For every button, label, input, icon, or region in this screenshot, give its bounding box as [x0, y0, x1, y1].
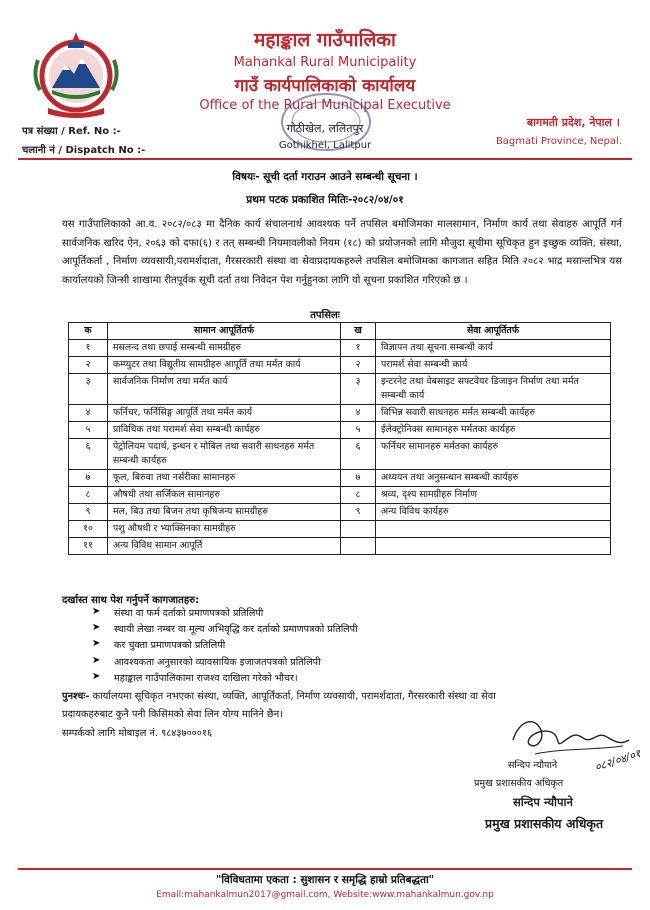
table-row	[69, 340, 611, 357]
document-item-text: संस्था वा फर्म दर्ताको प्रमाणपत्रको प्रतिलिपी	[114, 608, 264, 619]
category-table	[68, 322, 611, 555]
signature-date: ०८२/०४/०१	[593, 746, 643, 775]
table-row	[69, 405, 611, 422]
footer-divider	[18, 868, 632, 870]
header-divider	[18, 158, 632, 160]
header-services: सेवा आपूर्तितर्फ	[376, 323, 611, 340]
municipality-name-np: महाङ्काल गाउँपालिका	[254, 29, 396, 51]
documents-list	[92, 606, 358, 687]
arrow-bullet-icon: ➤	[92, 622, 101, 634]
table-row	[69, 374, 611, 405]
table-row	[69, 521, 611, 538]
stamp-name: सन्दिप न्यौपाने	[513, 795, 573, 809]
footer-contact: Email:mahankalmun2017@gmail.com, Website:www.mahankalmun.gov.np	[156, 890, 494, 900]
table-caption: तपसिलः	[310, 310, 340, 321]
row-service: इन्टरनेट तथा वेबसाइट सफ्टवेयर डिजाइन निर्माण तथा मर्मत सम्बन्धी कार्य	[376, 374, 611, 405]
document-item	[92, 638, 358, 654]
province-np: बागमती प्रदेश, नेपाल ।	[526, 116, 620, 129]
postscript-note	[62, 688, 542, 724]
row-number-b: ३	[341, 374, 376, 405]
signatory-name: सन्दिप न्यौपाने	[508, 760, 558, 771]
row-number-a: ४	[69, 405, 108, 422]
row-goods: फर्निचर, फर्निसिङ्ग आपूर्ति तथा मर्मत कार्य	[108, 405, 341, 422]
row-number-a: १०	[69, 521, 108, 538]
dispatch-number: चलानी नं / Dispatch No :-	[22, 145, 146, 156]
row-service	[376, 538, 611, 555]
row-number-a: ८	[69, 487, 108, 504]
postscript-label: पुनश्चः-	[62, 691, 90, 702]
row-number-b: ५	[341, 422, 376, 439]
row-number-b	[341, 538, 376, 555]
row-goods: मल, बिउ तथा बिजन तथा कृषिजन्य सामग्रीहरु	[108, 504, 341, 521]
arrow-bullet-icon: ➤	[92, 670, 101, 682]
office-name-np: गाउँ कार्यपालिकाको कार्यालय	[234, 76, 416, 96]
documents-heading: दर्खास्त साथ पेश गर्नुपर्ने कागजातहरु:	[62, 595, 200, 606]
row-goods: सार्वजनिक निर्माण तथा मर्मत कार्य	[108, 374, 341, 405]
row-number-a: ९	[69, 504, 108, 521]
row-number-a: २	[69, 357, 108, 374]
row-goods: मसलन्द तथा छपाई सम्बन्धी सामग्रीहरु	[108, 340, 341, 357]
office-seal-icon	[256, 88, 396, 154]
row-service: विभिन्न सवारी साधनहरु मर्मत सम्बन्धी कार्यहरु	[376, 405, 611, 422]
row-number-b: ७	[341, 470, 376, 487]
document-item	[92, 671, 358, 687]
row-number-a: ३	[69, 374, 108, 405]
notice-paragraph: यस गाउँपालिकाको आ.व. २०८२/०८३ मा दैनिक कार्य संचालनार्थ आवश्यक पर्ने तपसिल बमोजिमका मालसामान, निर्माण कार्य तथा सेवाहरु आपूर्ति गर्न सार्वजनिक खरिद ऐन, २०६३ को दफा(६) र तत् सम्बन्धी नियमावलीको नियम (१८) को प्रयोजनको लागि मौजुदा सूचीमा सूचिकृत हुन इच्छुक व्यक्ति, संस्था, आपूर्तिकर्ता , निर्माण व्यवसायी,परामर्शदाता, गैरसरकारी संस्था वा सेवाप्रदायकहरुले तपसिल बमोजिमका कागजात सहित मिति २०८२ भाद्र मसान्तभित्र यस कार्यालयको जिन्सी शाखामा रीतपूर्वक सूची दर्ता तथा निवेदन पेश गर्नुहुनका लागि यो सूचना प्रकाशित गरिएको छ ।	[62, 219, 622, 286]
province-en: Bagmati Province, Nepal.	[495, 136, 622, 147]
document-item-text: महाङ्काल गाउँपालिकामा राजश्व दाखिला गरेको भौचर।	[114, 672, 298, 684]
stamp-title: प्रमुख प्रशासकीय अधिकृत	[485, 816, 604, 831]
row-service: श्रव्य, दृश्य सामग्रीहरु निर्माण	[376, 487, 611, 504]
row-number-b: २	[341, 357, 376, 374]
document-item-text: स्थायी लेखा नम्बर वा मूल्य अभिवृद्धि कर दर्ताको प्रमाणपत्रको प्रतिलिपी	[114, 624, 358, 636]
header-col-a: क	[69, 323, 108, 340]
location-np: गोठीखेल, ललितपुर	[286, 122, 364, 135]
signatory-title: प्रमुख प्रशासकीय अधिकृत	[474, 778, 564, 789]
office-name-en: Office of the Rural Municipal Executive	[199, 98, 451, 113]
row-service: विज्ञापन तथा सूचना सम्बन्धी कार्य	[376, 340, 611, 357]
row-number-a: ६	[69, 439, 108, 470]
table-row	[69, 487, 611, 504]
notice-subject: विषयः- सूची दर्ता गराउन आउने सम्बन्धी सूचना ।	[232, 171, 418, 183]
row-service: ईलेक्ट्रोनिक्स सामानहरु मर्मतका कार्यहरु	[376, 422, 611, 439]
row-goods: कम्प्युटर तथा विद्युतीय सामग्रीहरु आपूर्ति तथा मर्मत कार्य	[108, 357, 341, 374]
location-en: Gothikhel, Lalitpur	[278, 140, 372, 151]
row-service	[376, 521, 611, 538]
document-item-text: आवश्यकता अनुसारको व्यावसायिक इजाजतपत्रको प्रतिलिपी	[114, 656, 321, 668]
row-number-b: ४	[341, 405, 376, 422]
table-row	[69, 357, 611, 374]
row-service: परामर्श सेवा सम्बन्धी कार्य	[376, 357, 611, 374]
municipality-name-en: Mahankal Rural Municipality	[233, 55, 417, 70]
row-number-a: ११	[69, 538, 108, 555]
row-number-a: ७	[69, 470, 108, 487]
row-service: अन्य विविध कार्यहरु	[376, 504, 611, 521]
row-number-b: ६	[341, 439, 376, 470]
row-goods: औषधी तथा सर्जिकल सामानहरु	[108, 487, 341, 504]
document-item	[92, 606, 358, 622]
row-number-a: ५	[69, 422, 108, 439]
table-row	[69, 504, 611, 521]
document-item-text: कर चुक्ता प्रमाणपत्रको प्रतिलिपी	[114, 640, 226, 652]
header-goods: सामान आपूर्तितर्फ	[108, 323, 341, 340]
table-row	[69, 422, 611, 439]
header-col-b: ख	[341, 323, 376, 340]
row-number-b	[341, 521, 376, 538]
row-number-b: १	[341, 340, 376, 357]
document-item	[92, 622, 358, 638]
postscript-text: कार्यालयमा सूचिकृत नभएका संस्था, व्यक्ति, आपूर्तिकर्ता, निर्माण व्यवसायी, परामर्शदाता, गैरसरकारी संस्था वा सेवा प्रदायकहरुबाट कुनै पनी किसिमको सेवा लिन योग्य मानिने छैन।	[62, 691, 496, 720]
arrow-bullet-icon: ➤	[92, 606, 101, 617]
publish-date: प्रथम पटक प्रकाशित मितिः-२०८२/०४/०१	[246, 194, 404, 206]
row-number-b: ९	[341, 504, 376, 521]
footer-motto: "विविधतामा एकता : सुशासन र समृद्धि हाम्रो प्रतिबद्धता"	[215, 874, 435, 886]
table-row	[69, 439, 611, 470]
row-service: फर्निचर सामानहरु मर्मतका कार्यहरु	[376, 439, 611, 470]
row-service: अध्ययन तथा अनुसन्धान सम्बन्धी कार्यहरु	[376, 470, 611, 487]
row-number-b: ८	[341, 487, 376, 504]
row-goods: अन्य विविध सामान आपूर्ति	[108, 538, 341, 555]
row-goods: फूल, बिरुवा तथा नर्सरीका सामानहरु	[108, 470, 341, 487]
row-goods: पशु औषधी र भ्याक्सिनका सामग्रीहरु	[108, 521, 341, 538]
contact-mobile: सम्पर्कको लागि मोबाइल नं. ९८४३७०००१६	[62, 728, 213, 739]
document-item	[92, 655, 358, 671]
table-header-row	[69, 323, 611, 340]
ref-number: पत्र संख्या / Ref. No :-	[22, 126, 121, 137]
table-row	[69, 538, 611, 555]
table-row	[69, 470, 611, 487]
row-goods: पेट्रोलियम पदार्थ, इन्धन र मोबिल तथा सवारी साधनहरु मर्मत सम्बन्धी कार्यहरु	[108, 439, 341, 470]
row-number-a: १	[69, 340, 108, 357]
arrow-bullet-icon: ➤	[92, 638, 101, 650]
arrow-bullet-icon: ➤	[92, 654, 101, 666]
row-goods: प्राविधिक तथा परामर्श सेवा सम्बन्धी कार्यहरु	[108, 422, 341, 439]
